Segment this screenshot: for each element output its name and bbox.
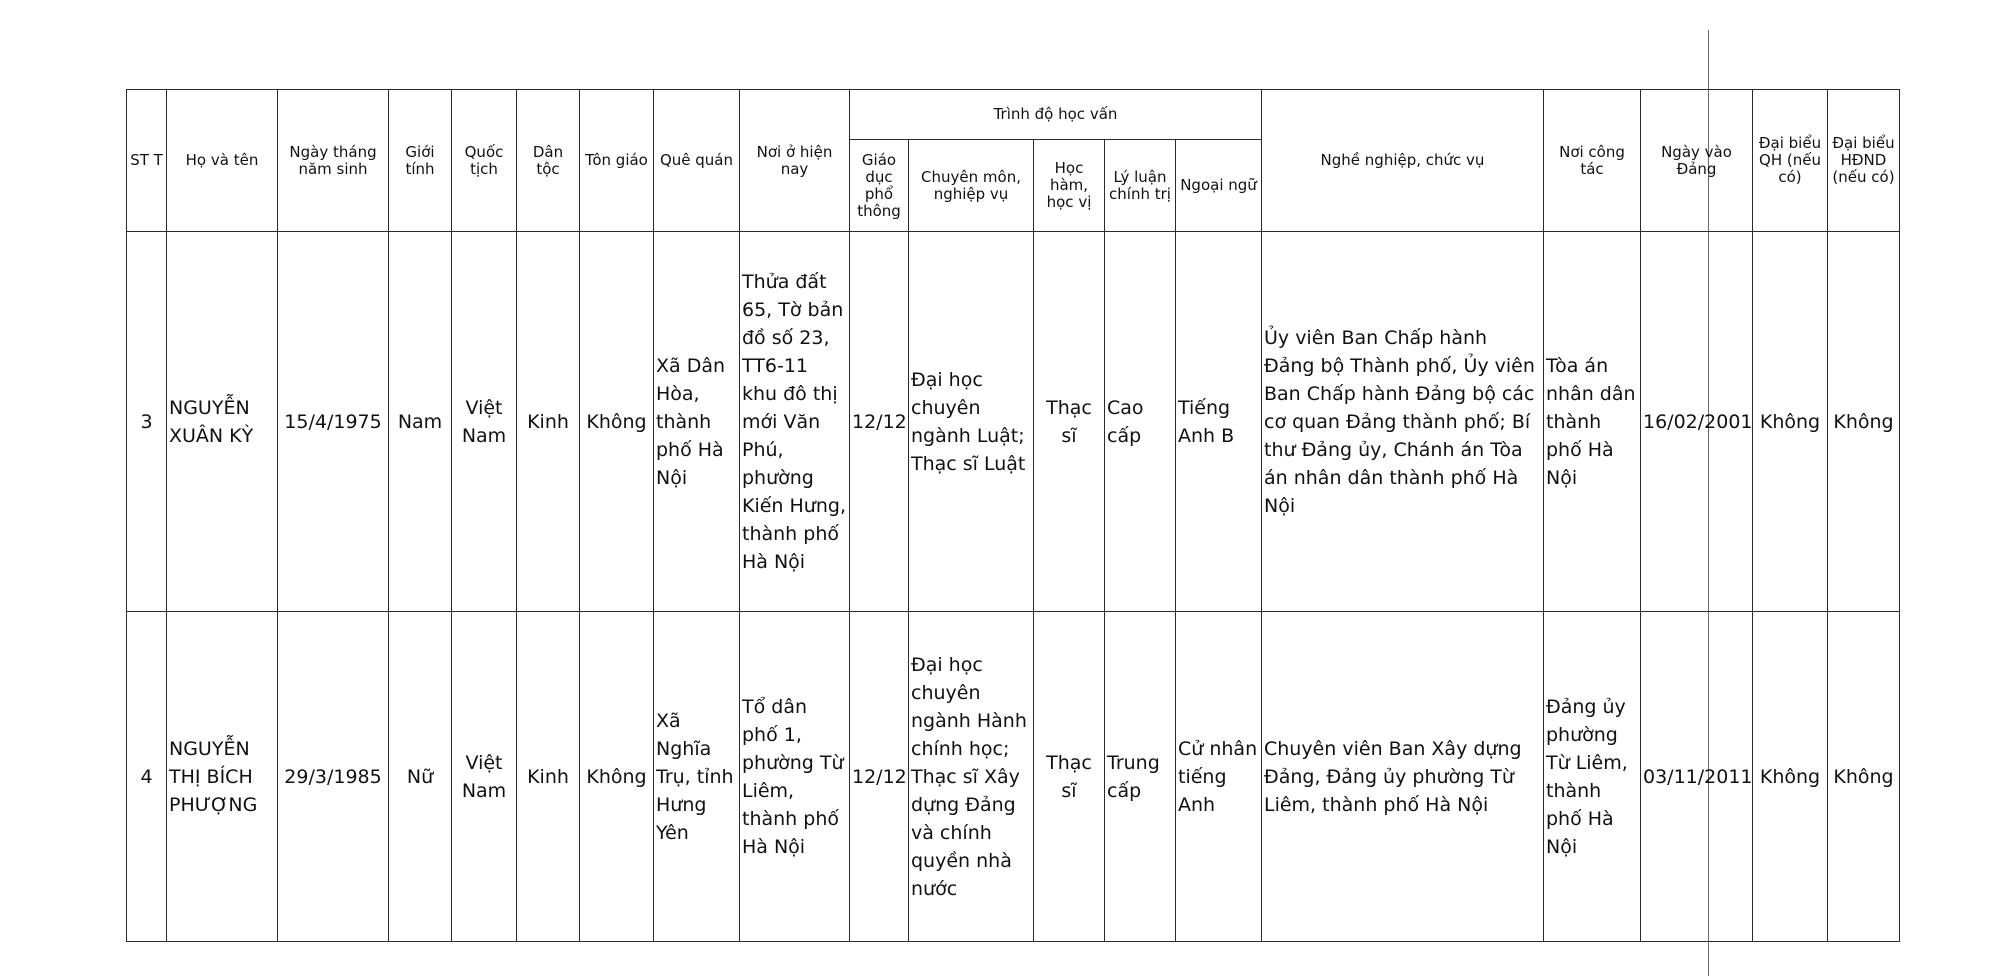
cell-name: NGUYỄN XUÂN KỲ (167, 232, 278, 612)
header-workplace: Nơi công tác (1544, 90, 1641, 232)
cell-ethnicity: Kinh (517, 232, 580, 612)
cell-na-delegate: Không (1753, 612, 1828, 942)
cell-occupation: Ủy viên Ban Chấp hành Đảng bộ Thành phố, Ủy viên Ban Chấp hành Đảng bộ các cơ quan Đảng thành phố; Bí thư Đảng ủy, Chánh án Tòa án nhân dân thành phố Hà Nội (1262, 232, 1544, 612)
cell-pc-delegate: Không (1828, 232, 1900, 612)
cell-academic-degree: Thạc sĩ (1034, 612, 1105, 942)
header-pc-delegate: Đại biểu HĐND (nếu có) (1828, 90, 1900, 232)
header-gender: Giới tính (389, 90, 452, 232)
cell-general-education: 12/12 (850, 232, 909, 612)
table-row (127, 612, 1900, 942)
cell-religion: Không (580, 612, 654, 942)
header-hometown: Quê quán (654, 90, 740, 232)
table-row (127, 232, 1900, 612)
header-academic-degree: Học hàm, học vị (1034, 140, 1105, 232)
cell-name: NGUYỄN THỊ BÍCH PHƯỢNG (167, 612, 278, 942)
header-stt: ST T (127, 90, 167, 232)
header-political-theory: Lý luận chính trị (1105, 140, 1176, 232)
cell-residence: Thửa đất 65, Tờ bản đồ số 23, TT6-11 khu đô thị mới Văn Phú, phường Kiến Hưng, thành phố Hà Nội (740, 232, 850, 612)
header-religion: Tôn giáo (580, 90, 654, 232)
header-nationality: Quốc tịch (452, 90, 517, 232)
cell-workplace: Đảng ủy phường Từ Liêm, thành phố Hà Nội (1544, 612, 1641, 942)
cell-religion: Không (580, 232, 654, 612)
cell-specialization: Đại học chuyên ngành Hành chính học; Thạc sĩ Xây dựng Đảng và chính quyền nhà nước (909, 612, 1034, 942)
cell-workplace: Tòa án nhân dân thành phố Hà Nội (1544, 232, 1641, 612)
header-residence: Nơi ở hiện nay (740, 90, 850, 232)
cell-hometown: Xã Dân Hòa, thành phố Hà Nội (654, 232, 740, 612)
cell-hometown: Xã Nghĩa Trụ, tỉnh Hưng Yên (654, 612, 740, 942)
header-party-join-date: Ngày vào Đảng (1641, 90, 1753, 232)
cell-dob: 29/3/1985 (278, 612, 389, 942)
cell-pc-delegate: Không (1828, 612, 1900, 942)
header-general-education: Giáo dục phổ thông (850, 140, 909, 232)
header-dob: Ngày tháng năm sinh (278, 90, 389, 232)
cell-stt: 4 (127, 612, 167, 942)
cell-foreign-language: Cử nhân tiếng Anh (1176, 612, 1262, 942)
header-specialization: Chuyên môn, nghiệp vụ (909, 140, 1034, 232)
cell-na-delegate: Không (1753, 232, 1828, 612)
cell-nationality: Việt Nam (452, 232, 517, 612)
cell-occupation: Chuyên viên Ban Xây dựng Đảng, Đảng ủy phường Từ Liêm, thành phố Hà Nội (1262, 612, 1544, 942)
candidate-table (126, 89, 1900, 942)
cell-political-theory: Trung cấp (1105, 612, 1176, 942)
header-na-delegate: Đại biểu QH (nếu có) (1753, 90, 1828, 232)
cell-gender: Nam (389, 232, 452, 612)
cell-ethnicity: Kinh (517, 612, 580, 942)
cell-foreign-language: Tiếng Anh B (1176, 232, 1262, 612)
header-ethnicity: Dân tộc (517, 90, 580, 232)
cell-nationality: Việt Nam (452, 612, 517, 942)
cell-residence: Tổ dân phố 1, phường Từ Liêm, thành phố Hà Nội (740, 612, 850, 942)
cell-general-education: 12/12 (850, 612, 909, 942)
cell-political-theory: Cao cấp (1105, 232, 1176, 612)
cell-dob: 15/4/1975 (278, 232, 389, 612)
header-name: Họ và tên (167, 90, 278, 232)
cell-gender: Nữ (389, 612, 452, 942)
cell-party-join-date: 16/02/2001 (1641, 232, 1753, 612)
cell-specialization: Đại học chuyên ngành Luật; Thạc sĩ Luật (909, 232, 1034, 612)
header-education-group: Trình độ học vấn (850, 90, 1262, 140)
cell-party-join-date: 03/11/2011 (1641, 612, 1753, 942)
cell-stt: 3 (127, 232, 167, 612)
cell-academic-degree: Thạc sĩ (1034, 232, 1105, 612)
header-foreign-language: Ngoại ngữ (1176, 140, 1262, 232)
header-occupation: Nghề nghiệp, chức vụ (1262, 90, 1544, 232)
